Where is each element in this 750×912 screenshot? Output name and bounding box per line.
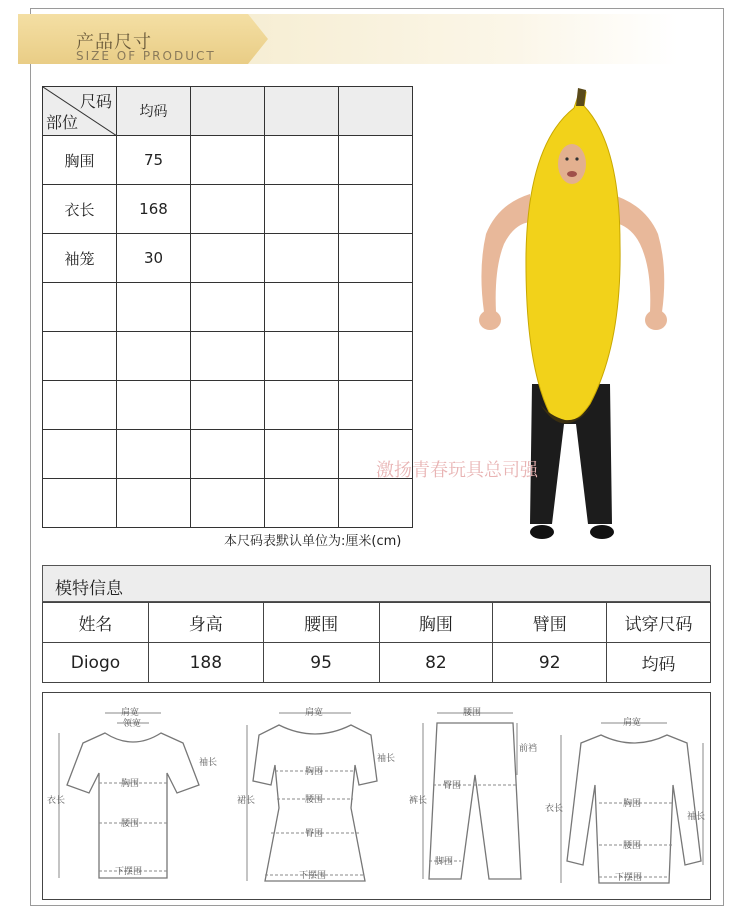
model-value-row	[43, 643, 711, 683]
row-label	[43, 430, 117, 479]
size-table-row	[43, 430, 413, 479]
size-cell	[265, 479, 339, 528]
size-table-row	[43, 381, 413, 430]
tshirt-label: 下摆围	[115, 867, 143, 877]
measurement-guide-svg	[43, 693, 710, 899]
size-table-row	[43, 332, 413, 381]
tshirt-label: 肩宽	[121, 708, 140, 718]
right-eye	[575, 157, 578, 160]
size-cell	[117, 430, 191, 479]
mouth	[567, 171, 577, 177]
size-cell: 30	[117, 234, 191, 283]
pants-label: 脚围	[435, 857, 454, 867]
size-cell	[191, 430, 265, 479]
model-header-cell: 试穿尺码	[607, 603, 711, 643]
section-subtitle: SIZE OF PRODUCT	[76, 49, 216, 63]
corner-size-label: 尺码	[79, 92, 112, 111]
size-cell	[339, 234, 413, 283]
size-table-row	[43, 185, 413, 234]
dress-label: 胸围	[305, 767, 324, 777]
size-cell	[117, 283, 191, 332]
banana-costume	[526, 90, 620, 422]
size-cell	[191, 332, 265, 381]
shirt-label: 袖长	[687, 812, 706, 822]
pants-diagram	[409, 707, 537, 879]
size-cell	[191, 136, 265, 185]
model-info-header	[42, 565, 711, 602]
left-shoe	[530, 525, 554, 539]
model-value-cell: 95	[263, 643, 379, 683]
shirt-label: 肩宽	[623, 718, 642, 728]
unit-note: 本尺码表默认单位为:厘米(cm)	[224, 534, 402, 549]
size-table-row	[43, 479, 413, 528]
size-table-corner	[43, 87, 117, 136]
pants-label: 前裆	[519, 744, 538, 754]
size-cell	[339, 283, 413, 332]
size-header-cell	[339, 87, 413, 136]
size-cell	[339, 185, 413, 234]
size-cell	[191, 479, 265, 528]
size-cell	[339, 136, 413, 185]
model-header-cell: 腰围	[263, 603, 379, 643]
model-value-cell: 92	[493, 643, 607, 683]
dress-label: 腰围	[305, 795, 324, 805]
size-cell	[265, 136, 339, 185]
row-label: 胸围	[43, 136, 117, 185]
size-cell	[191, 185, 265, 234]
pants-label: 裤长	[409, 796, 428, 806]
model-header-cell: 身高	[148, 603, 263, 643]
size-cell	[265, 283, 339, 332]
left-fist	[479, 310, 501, 330]
size-table-row	[43, 234, 413, 283]
model-header-row	[43, 603, 711, 643]
model-header-cell: 胸围	[379, 603, 493, 643]
tshirt-label: 领宽	[123, 719, 142, 729]
size-cell	[265, 185, 339, 234]
size-header-cell	[265, 87, 339, 136]
dress-label: 臀围	[305, 829, 324, 839]
shirt-label: 衣长	[545, 804, 564, 814]
right-fist	[645, 310, 667, 330]
size-cell	[117, 332, 191, 381]
size-cell	[117, 381, 191, 430]
section-title: 产品尺寸	[76, 32, 152, 53]
size-cell	[265, 381, 339, 430]
left-eye	[565, 157, 568, 160]
model-info-table	[42, 602, 711, 683]
size-cell	[191, 381, 265, 430]
model-info-title: 模特信息	[55, 579, 123, 599]
size-table	[42, 86, 413, 528]
model-header-cell: 姓名	[43, 603, 149, 643]
size-cell	[339, 332, 413, 381]
pants-label: 腰围	[463, 708, 482, 718]
shirt-label: 下摆围	[615, 873, 643, 883]
model-value-cell: 均码	[607, 643, 711, 683]
shirt-label: 胸围	[623, 799, 642, 809]
tshirt-label: 袖长	[199, 758, 218, 768]
size-cell	[191, 234, 265, 283]
row-label	[43, 332, 117, 381]
model-value-cell: 188	[148, 643, 263, 683]
size-header-cell	[191, 87, 265, 136]
shirt-label: 腰围	[623, 841, 642, 851]
corner-part-label: 部位	[46, 113, 79, 132]
model-face	[558, 144, 586, 184]
row-label: 衣长	[43, 185, 117, 234]
size-cell	[265, 234, 339, 283]
size-cell: 168	[117, 185, 191, 234]
tshirt-label: 衣长	[47, 796, 66, 806]
size-cell	[265, 332, 339, 381]
model-value-cell: 82	[379, 643, 493, 683]
tshirt-label: 胸围	[121, 779, 140, 789]
tshirt-label: 腰围	[121, 819, 140, 829]
pants-label: 臀围	[443, 781, 462, 791]
watermark-text: 激扬青春玩具总司强	[376, 460, 538, 481]
measurement-guide	[42, 692, 711, 900]
dress-label: 下摆围	[299, 871, 327, 881]
size-header-cell: 均码	[117, 87, 191, 136]
dress-label: 肩宽	[305, 708, 324, 718]
dress-diagram	[237, 706, 395, 881]
right-shoe	[590, 525, 614, 539]
size-cell	[191, 283, 265, 332]
size-cell	[339, 479, 413, 528]
size-cell	[339, 381, 413, 430]
size-table-row	[43, 136, 413, 185]
model-header-cell: 臂围	[493, 603, 607, 643]
row-label	[43, 381, 117, 430]
size-table-row	[43, 283, 413, 332]
row-label	[43, 283, 117, 332]
shirt-diagram	[545, 716, 705, 883]
size-cell: 75	[117, 136, 191, 185]
model-value-cell: Diogo	[43, 643, 149, 683]
tshirt-diagram	[47, 706, 217, 878]
size-table-header-row	[43, 87, 413, 136]
dress-label: 袖长	[377, 754, 396, 764]
left-arm	[481, 194, 530, 312]
row-label	[43, 479, 117, 528]
size-cell	[117, 479, 191, 528]
size-cell	[265, 430, 339, 479]
dress-label: 裙长	[237, 796, 256, 806]
row-label: 袖笼	[43, 234, 117, 283]
